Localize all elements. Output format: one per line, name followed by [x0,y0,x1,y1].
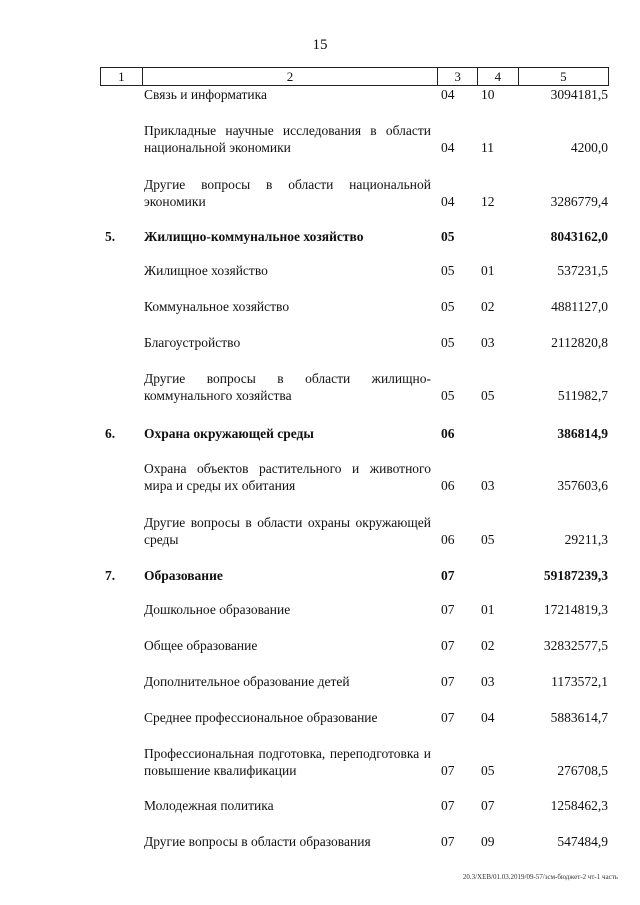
row-subsection-code: 09 [481,834,495,849]
row-amount: 32832577,5 [543,638,608,653]
row-subsection-code: 05 [481,763,495,778]
row-section-code: 06 [441,426,455,441]
row-section-code: 07 [441,763,455,778]
row-subsection-code: 03 [481,674,495,689]
row-name: Другие вопросы в области охраны окружающей среды [144,515,431,547]
row-amount: 537231,5 [557,263,608,278]
row-section-code: 07 [441,798,455,813]
row-number: 5. [105,229,116,244]
row-subsection-code: 12 [481,194,495,209]
row-subsection-code: 02 [481,638,495,653]
row-section-code: 05 [441,263,455,278]
row-amount: 3094181,5 [550,87,608,102]
row-name: Благоустройство [144,335,241,350]
row-name: Связь и информатика [144,87,267,102]
row-name: Коммунальное хозяйство [144,299,290,314]
footer-document-code: 20.3/ХЕВ/01.03.2019/09-57/зсм-бюджет-2 чт-1 часть [462,873,618,881]
page-number: 15 [312,37,328,53]
row-name: Жилищное хозяйство [144,263,268,278]
row-amount: 276708,5 [557,763,608,778]
row-subsection-code: 03 [481,478,495,493]
row-section-code: 06 [441,478,455,493]
row-amount: 1258462,3 [550,798,608,813]
row-amount: 5883614,7 [550,710,608,725]
row-section-code: 04 [441,87,455,102]
row-amount: 59187239,3 [543,568,608,583]
row-section-code: 05 [441,299,455,314]
row-name: Профессиональная подготовка, переподготовка и повышение квалификации [144,746,431,778]
row-subsection-code: 05 [481,532,495,547]
row-section-code: 07 [441,674,455,689]
row-amount: 4200,0 [570,140,608,155]
header-col-3: 3 [438,68,478,86]
row-name: Другие вопросы в области национальной экономики [144,177,431,209]
row-name: Среднее профессиональное образование [144,710,378,725]
row-name: Жилищно-коммунальное хозяйство [144,229,364,244]
row-amount: 17214819,3 [543,602,608,617]
row-subsection-code: 07 [481,798,495,813]
row-amount: 2112820,8 [551,335,608,350]
header-col-5: 5 [518,68,608,86]
row-subsection-code: 10 [481,87,495,102]
row-section-code: 06 [441,532,455,547]
row-amount: 547484,9 [557,834,608,849]
row-section-code: 04 [441,140,455,155]
row-name: Другие вопросы в области жилищно-коммунального хозяйства [144,371,431,403]
header-col-1: 1 [101,68,143,86]
row-subsection-code: 04 [481,710,495,725]
row-amount: 386814,9 [557,426,608,441]
row-number: 7. [105,568,116,583]
row-section-code: 07 [441,568,455,583]
row-name: Образование [144,568,223,583]
row-name: Охрана объектов растительного и животного мира и среды их обитания [144,461,431,493]
row-name: Другие вопросы в области образования [144,834,371,849]
row-name: Общее образование [144,638,258,653]
row-amount: 357603,6 [557,478,608,493]
row-section-code: 05 [441,229,455,244]
row-amount: 3286779,4 [550,194,608,209]
row-name: Прикладные научные исследования в области национальной экономики [144,123,431,155]
row-subsection-code: 03 [481,335,495,350]
header-col-4: 4 [477,68,518,86]
row-number: 6. [105,426,116,441]
row-subsection-code: 02 [481,299,495,314]
row-section-code: 04 [441,194,455,209]
row-section-code: 07 [441,710,455,725]
row-name: Охрана окружающей среды [144,426,314,441]
header-col-2: 2 [142,68,438,86]
row-name: Дошкольное образование [144,602,291,617]
row-section-code: 07 [441,602,455,617]
row-subsection-code: 11 [481,140,494,155]
row-amount: 511982,7 [557,388,608,403]
row-name: Дополнительное образование детей [144,674,350,689]
row-section-code: 07 [441,834,455,849]
row-section-code: 07 [441,638,455,653]
row-subsection-code: 01 [481,263,495,278]
row-name: Молодежная политика [144,798,274,813]
row-subsection-code: 05 [481,388,495,403]
row-section-code: 05 [441,335,455,350]
row-amount: 4881127,0 [551,299,608,314]
row-subsection-code: 01 [481,602,495,617]
row-section-code: 05 [441,388,455,403]
row-amount: 1173572,1 [551,674,608,689]
row-amount: 29211,3 [564,532,608,547]
row-amount: 8043162,0 [550,229,608,244]
